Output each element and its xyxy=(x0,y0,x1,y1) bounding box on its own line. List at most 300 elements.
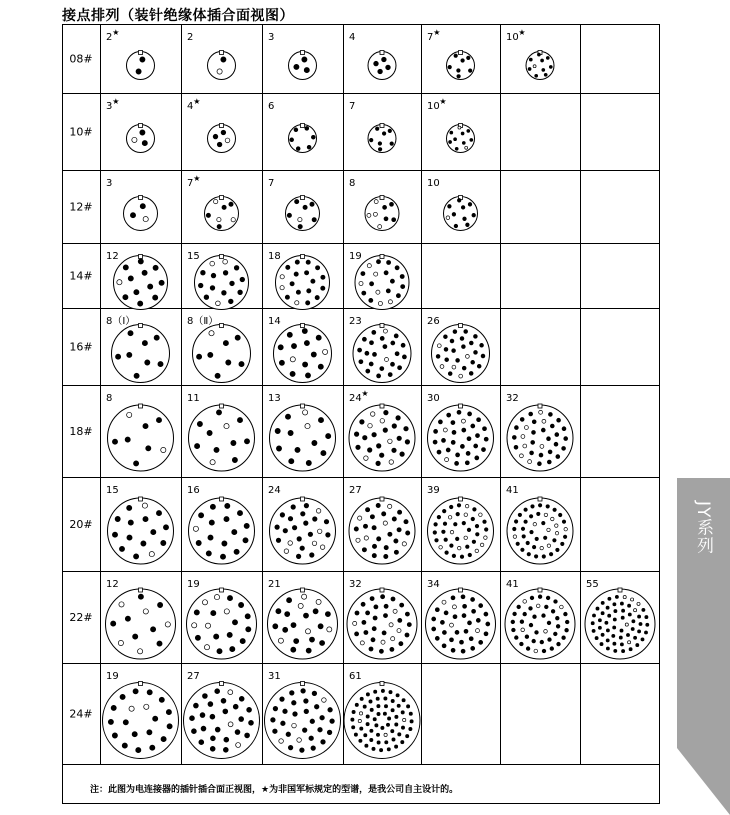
contact-pin xyxy=(461,132,464,135)
contact-pin xyxy=(303,362,308,367)
keyway-notch xyxy=(618,588,622,592)
contact-pin xyxy=(529,623,533,627)
contact-pin xyxy=(547,437,551,441)
contact-pin xyxy=(375,724,378,727)
contact-pin xyxy=(362,620,366,624)
contact-pin xyxy=(632,620,635,623)
contact-pin xyxy=(441,438,445,442)
contact-pin xyxy=(529,515,532,518)
contact-pin xyxy=(239,696,244,701)
contact-pin xyxy=(542,555,545,558)
contact-pin xyxy=(312,691,317,696)
insulator-outline xyxy=(507,405,573,471)
contact-pin xyxy=(401,343,405,347)
connector-cell xyxy=(268,101,317,153)
contact-pin xyxy=(450,530,454,534)
contact-pin xyxy=(380,419,385,424)
contact-pin xyxy=(395,266,399,270)
contact-pin xyxy=(209,520,214,525)
contact-pin xyxy=(401,726,404,729)
contact-pin xyxy=(641,638,644,641)
contact-pin xyxy=(287,598,292,603)
contact-pin xyxy=(362,548,366,552)
contact-count-label: 2 xyxy=(106,32,113,43)
contact-count-label: 19 xyxy=(187,579,200,590)
connector-cell xyxy=(349,251,409,310)
contact-pin xyxy=(540,444,544,448)
contact-pin xyxy=(451,440,455,444)
contact-pin xyxy=(644,631,647,634)
contact-pin xyxy=(217,217,221,221)
contact-pin xyxy=(464,536,468,540)
contact-pin xyxy=(133,689,138,694)
contact-pin xyxy=(324,519,329,524)
contact-pin xyxy=(306,301,310,305)
contact-pin xyxy=(116,354,121,359)
contact-pin xyxy=(596,607,599,610)
contact-pin xyxy=(372,544,376,548)
contact-pin xyxy=(292,701,297,706)
star-icon: ★ xyxy=(193,174,201,183)
contact-pin xyxy=(467,437,471,441)
contact-pin xyxy=(247,707,252,712)
contact-pin xyxy=(399,642,403,646)
contact-pin xyxy=(158,602,163,607)
contact-pin xyxy=(522,535,525,538)
contact-pin xyxy=(222,541,227,546)
contact-pin xyxy=(529,58,532,61)
contact-pin xyxy=(455,461,459,465)
contact-pin xyxy=(192,623,197,628)
contact-pin xyxy=(127,505,132,510)
contact-pin xyxy=(637,602,640,605)
contact-pin xyxy=(382,512,386,516)
contact-pin xyxy=(142,270,147,275)
contact-pin xyxy=(372,352,376,356)
contact-pin xyxy=(369,341,373,345)
contact-pin xyxy=(358,719,361,722)
contact-count-label: 3 xyxy=(268,32,275,43)
star-icon: ★ xyxy=(518,28,526,37)
contact-pin xyxy=(452,349,456,353)
contact-pin xyxy=(133,634,138,639)
contact-pin xyxy=(521,527,524,530)
contact-arrangement-grid xyxy=(62,24,660,804)
contact-pin xyxy=(204,645,209,650)
connector-cell xyxy=(187,315,251,383)
contact-pin xyxy=(373,212,377,216)
contact-pin xyxy=(201,270,206,275)
contact-pin xyxy=(564,527,567,530)
contact-pin xyxy=(145,360,150,365)
connector-cell xyxy=(268,316,332,383)
contact-pin xyxy=(376,444,381,449)
contact-count-label: 4 xyxy=(187,101,194,112)
contact-pin xyxy=(190,716,195,721)
contact-pin xyxy=(445,358,449,362)
contact-pin xyxy=(138,259,143,264)
contact-pin xyxy=(514,520,517,523)
contact-pin xyxy=(321,286,325,290)
contact-pin xyxy=(243,538,248,543)
contact-pin xyxy=(111,621,116,626)
shell-size-label: 24# xyxy=(69,707,93,721)
contact-pin xyxy=(531,505,534,508)
contact-pin xyxy=(210,746,215,751)
insulator-outline xyxy=(344,683,420,759)
contact-pin xyxy=(327,730,332,735)
contact-pin xyxy=(394,539,398,543)
contact-pin xyxy=(227,596,232,601)
contact-pin xyxy=(527,552,530,555)
contact-pin xyxy=(195,444,200,449)
contact-pin xyxy=(232,620,237,625)
contact-pin xyxy=(383,428,388,433)
page-title: 接点排列（装针绝缘体插合面视图） xyxy=(62,8,294,24)
contact-pin xyxy=(516,542,519,545)
contact-pin xyxy=(276,538,281,543)
contact-pin xyxy=(359,712,362,715)
contact-pin xyxy=(276,446,281,451)
contact-pin xyxy=(163,525,168,530)
contact-pin xyxy=(466,451,470,455)
contact-pin xyxy=(199,740,204,745)
contact-pin xyxy=(404,520,408,524)
connector-cell xyxy=(427,97,475,153)
contact-count-label: 16 xyxy=(187,485,200,496)
contact-pin xyxy=(393,609,397,613)
contact-pin xyxy=(318,624,323,629)
connector-cell xyxy=(427,316,490,383)
keyway-notch xyxy=(139,51,143,55)
contact-pin xyxy=(402,542,406,546)
contact-pin xyxy=(533,522,536,525)
contact-pin xyxy=(276,609,281,614)
contact-pin xyxy=(291,647,296,652)
contact-pin xyxy=(280,286,284,290)
contact-pin xyxy=(460,555,464,559)
contact-count-label: 31 xyxy=(268,671,281,682)
contact-pin xyxy=(370,282,374,286)
contact-count-label: 7 xyxy=(427,32,434,43)
contact-pin xyxy=(285,612,290,617)
contact-pin xyxy=(286,732,291,737)
contact-pin xyxy=(456,512,460,516)
contact-pin xyxy=(549,552,552,555)
contact-pin xyxy=(533,65,536,68)
contact-pin xyxy=(223,709,228,714)
contact-pin xyxy=(562,446,566,450)
contact-pin xyxy=(452,365,456,369)
contact-count-label: 10 xyxy=(506,32,519,43)
contact-pin xyxy=(471,646,475,650)
contact-pin xyxy=(294,128,298,132)
keyway-notch xyxy=(139,324,143,328)
contact-pin xyxy=(480,343,484,347)
contact-pin xyxy=(297,537,302,542)
contact-pin xyxy=(535,537,538,540)
contact-pin xyxy=(405,633,409,637)
connector-cell xyxy=(268,251,330,310)
contact-pin xyxy=(433,531,437,535)
contact-pin xyxy=(435,636,439,640)
keyway-notch xyxy=(380,682,384,686)
contact-pin xyxy=(557,642,561,646)
contact-pin xyxy=(279,739,284,744)
contact-pin xyxy=(461,206,465,210)
contact-pin xyxy=(245,614,250,619)
contact-pin xyxy=(362,337,366,341)
contact-pin xyxy=(445,551,449,555)
contact-pin xyxy=(370,729,373,732)
contact-pin xyxy=(476,533,480,537)
contact-pin xyxy=(221,57,226,62)
contact-pin xyxy=(473,508,477,512)
contact-pin xyxy=(448,372,452,376)
connector-cell xyxy=(268,178,320,231)
contact-pin xyxy=(451,421,455,425)
contact-pin xyxy=(227,632,232,637)
contact-pin xyxy=(381,640,385,644)
contact-pin xyxy=(600,643,603,646)
contact-pin xyxy=(544,513,547,516)
contact-pin xyxy=(391,341,395,345)
contact-pin xyxy=(119,602,124,607)
contact-pin xyxy=(631,598,634,601)
contact-pin xyxy=(462,366,466,370)
connector-cell xyxy=(427,393,494,471)
contact-pin xyxy=(315,295,319,299)
contact-count-label: 34 xyxy=(427,579,440,590)
contact-pin xyxy=(273,624,278,629)
contact-pin xyxy=(544,605,548,609)
contact-pin xyxy=(394,550,398,554)
contact-pin xyxy=(546,596,550,600)
contact-pin xyxy=(207,430,212,435)
contact-pin xyxy=(477,418,481,422)
contact-pin xyxy=(127,535,132,540)
contact-pin xyxy=(361,602,365,606)
contact-pin xyxy=(306,260,310,264)
contact-pin xyxy=(444,611,448,615)
contact-pin xyxy=(108,719,113,724)
contact-pin xyxy=(221,698,226,703)
contact-pin xyxy=(359,739,362,742)
contact-pin xyxy=(385,741,388,744)
contact-pin xyxy=(598,619,601,622)
contact-pin xyxy=(138,594,143,599)
contact-pin xyxy=(356,445,361,450)
contact-pin xyxy=(217,69,222,74)
keyway-notch xyxy=(220,196,224,200)
contact-pin xyxy=(368,423,373,428)
contact-pin xyxy=(557,418,561,422)
contact-pin xyxy=(538,504,541,507)
contact-pin xyxy=(278,638,283,643)
contact-pin xyxy=(355,611,359,615)
contact-pin xyxy=(642,608,645,611)
contact-pin xyxy=(298,224,302,228)
contact-pin xyxy=(454,138,457,141)
contact-pin xyxy=(601,601,604,604)
contact-pin xyxy=(449,505,453,509)
connector-cell xyxy=(427,178,478,231)
contact-pin xyxy=(214,595,219,600)
contact-count-label: 3 xyxy=(106,178,113,189)
contact-pin xyxy=(372,553,376,557)
contact-pin xyxy=(484,536,488,540)
shell-size-label: 18# xyxy=(69,425,93,438)
contact-pin xyxy=(437,450,441,454)
contact-pin xyxy=(285,295,289,299)
contact-pin xyxy=(151,627,156,632)
contact-pin xyxy=(614,610,617,613)
contact-pin xyxy=(565,628,569,632)
keyway-notch xyxy=(301,51,305,55)
contact-pin xyxy=(542,521,545,524)
contact-pin xyxy=(307,145,311,149)
contact-pin xyxy=(310,553,315,558)
shell-size-label: 16# xyxy=(69,340,93,354)
contact-pin xyxy=(217,224,221,228)
contact-pin xyxy=(275,525,280,530)
contact-pin xyxy=(555,433,559,437)
contact-pin xyxy=(309,637,314,642)
connector-cell xyxy=(106,178,158,231)
contact-pin xyxy=(198,283,203,288)
contact-pin xyxy=(280,697,285,702)
contact-pin xyxy=(289,459,294,464)
insulator-outline xyxy=(505,589,575,659)
contact-pin xyxy=(298,603,303,608)
contact-pin xyxy=(240,639,245,644)
contact-pin xyxy=(520,417,524,421)
contact-pin xyxy=(544,73,547,76)
contact-pin xyxy=(402,699,405,702)
contact-count-label: 24 xyxy=(349,393,362,404)
contact-pin xyxy=(539,410,543,414)
contact-pin xyxy=(383,329,387,333)
keyway-notch xyxy=(459,497,463,501)
contact-pin xyxy=(322,698,327,703)
insulator-outline xyxy=(103,683,179,759)
contact-pin xyxy=(376,697,379,700)
contact-pin xyxy=(520,620,524,624)
connector-cell xyxy=(103,671,179,759)
contact-pin xyxy=(537,53,540,56)
contact-pin xyxy=(558,513,561,516)
contact-pin xyxy=(371,638,375,642)
contact-pin xyxy=(142,503,147,508)
contact-pin xyxy=(327,627,332,632)
contact-pin xyxy=(300,748,305,753)
contact-pin xyxy=(628,613,631,616)
contact-pin xyxy=(625,623,628,626)
contact-pin xyxy=(547,528,550,531)
contact-pin xyxy=(469,372,473,376)
contact-pin xyxy=(537,512,540,515)
contact-pin xyxy=(214,199,218,203)
contact-pin xyxy=(444,335,448,339)
contact-pin xyxy=(112,439,117,444)
contact-pin xyxy=(376,260,380,264)
contact-pin xyxy=(360,641,364,645)
contact-pin xyxy=(450,131,453,134)
contact-pin xyxy=(112,733,117,738)
contact-pin xyxy=(459,374,463,378)
keyway-notch xyxy=(139,255,143,259)
contact-pin xyxy=(524,520,527,523)
keyway-notch xyxy=(301,255,305,259)
keyway-notch xyxy=(220,124,224,128)
contact-pin xyxy=(151,530,156,535)
contact-pin xyxy=(457,199,461,203)
contact-pin xyxy=(305,629,310,634)
contact-pin xyxy=(321,740,326,745)
contact-pin xyxy=(550,424,554,428)
contact-pin xyxy=(437,515,441,519)
contact-pin xyxy=(304,521,309,526)
contact-pin xyxy=(450,544,454,548)
contact-pin xyxy=(298,217,302,221)
contact-pin xyxy=(210,286,215,291)
contact-pin xyxy=(158,362,163,367)
contact-pin xyxy=(244,523,249,528)
contact-pin xyxy=(354,527,358,531)
connector-cell xyxy=(349,101,396,153)
contact-pin xyxy=(222,290,227,295)
contact-pin xyxy=(521,628,525,632)
contact-pin xyxy=(605,621,608,624)
contact-pin xyxy=(318,418,323,423)
contact-pin xyxy=(210,460,215,465)
contact-pin xyxy=(392,738,395,741)
contact-pin xyxy=(352,710,355,713)
contact-pin xyxy=(366,722,369,725)
contact-pin xyxy=(615,595,618,598)
contact-pin xyxy=(541,428,545,432)
keyway-notch xyxy=(301,124,305,128)
contact-pin xyxy=(396,694,399,697)
contact-pin xyxy=(234,265,239,270)
contact-pin xyxy=(330,719,335,724)
connector-cell xyxy=(106,579,176,659)
contact-pin xyxy=(465,146,468,149)
contact-pin xyxy=(236,743,241,748)
contact-pin xyxy=(409,712,412,715)
contact-pin xyxy=(217,142,222,147)
contact-pin xyxy=(457,546,461,550)
contact-pin xyxy=(395,723,398,726)
contact-pin xyxy=(460,337,464,341)
contact-pin xyxy=(201,726,206,731)
contact-pin xyxy=(400,274,404,278)
contact-pin xyxy=(388,532,392,536)
contact-pin xyxy=(354,432,359,437)
contact-pin xyxy=(213,134,218,139)
contact-pin xyxy=(316,335,321,340)
contact-pin xyxy=(469,637,473,641)
contact-pin xyxy=(532,430,536,434)
contact-pin xyxy=(614,649,617,652)
keyway-notch xyxy=(139,682,143,686)
contact-pin xyxy=(245,733,250,738)
contact-count-label: 27 xyxy=(187,671,200,682)
contact-pin xyxy=(193,703,198,708)
contact-pin xyxy=(372,432,377,437)
insulator-outline xyxy=(184,683,260,759)
contact-count-label: 10 xyxy=(427,101,440,112)
